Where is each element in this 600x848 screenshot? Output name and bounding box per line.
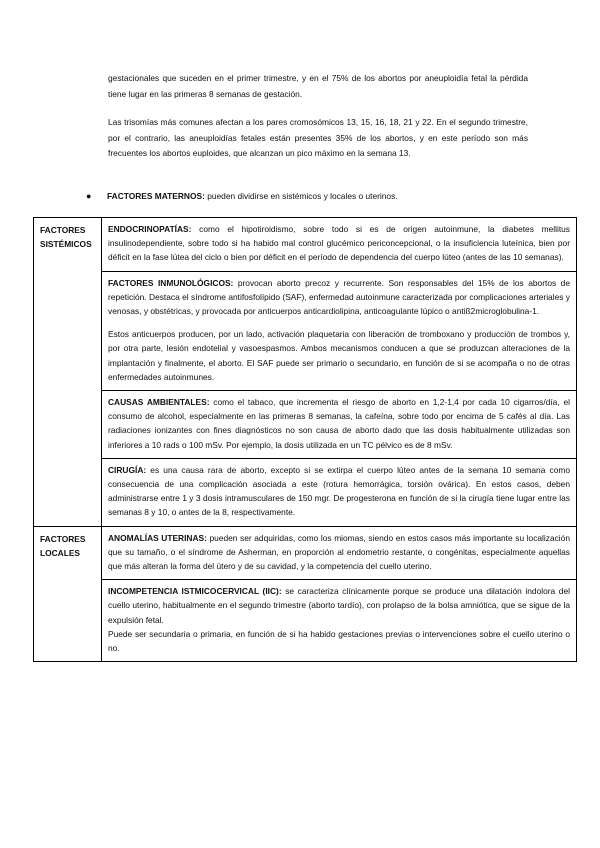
- cell-text: como el hipotiroidismo, sobre todo si es de origen autoinmune, la diabetes mellitus insulinodependiente, sobre todo si ha habido mal control glucémico periconcepcional, o la insuficiencia luteínica, bien por déficit en la fase lútea del ciclo o bien por déficit en el período de dependencia del cuerpo lúteo (antes de las 10 semanas).: [108, 224, 570, 263]
- table-row-incompetencia-istmicocervical: [34, 580, 577, 662]
- table-row-cirugia: [34, 458, 577, 526]
- cell-title: ANOMALÍAS UTERINAS:: [108, 532, 207, 543]
- cell-inmunologicos: [102, 271, 577, 390]
- table-row-ambientales: [34, 391, 577, 459]
- cell-title: CAUSAS AMBIENTALES:: [108, 397, 210, 408]
- intro-paragraph-1: gestacionales que suceden en el primer trimestre, y en el 75% de los abortos por aneuploidía fetal la pérdida tiene lugar en las primeras 8 semanas de gestación.: [108, 73, 528, 99]
- cell-paragraph-extra: Puede ser secundaria o primaria, en función de si ha habido gestaciones previas o intervenciones sobre el cuello uterino o no.: [108, 628, 570, 654]
- cell-paragraph-extra: Estos anticuerpos producen, por un lado, activación plaquetaria con liberación de tromboxano y producción de trombos y, por otra parte, lesión endotelial y vasoespasmos. Ambos mecanismos conducen a que se produzcan alteraciones de la implantación y finalmente, el aborto. El SAF puede ser primario o secundario, en función de si se acompaña o no de otras enfermedades autoinmunes.: [108, 329, 570, 382]
- cell-title: FACTORES INMUNOLÓGICOS:: [108, 277, 234, 288]
- cell-title: INCOMPETENCIA ISTMICOCERVICAL (IIC):: [108, 586, 282, 597]
- cell-text: provocan aborto precoz y recurrente. Son responsables del 15% de los abortos de repetición. Destaca el síndrome antifosfolípido (SAF), enfermedad autoinmune caracterizada por complicaciones arteriales y venosas, y obstétricas, y provocada por anticuerpos anticardiolipina, anticoagulante lúpico o antiß2microglobulina-1.: [108, 277, 570, 317]
- systemic-factors-header: FACTORES SISTÉMICOS: [34, 218, 102, 527]
- table-row-inmunologicos: [34, 271, 577, 390]
- cell-incompetencia-istmicocervical: [102, 580, 577, 662]
- cell-text: es una causa rara de aborto, excepto si se extirpa el cuerpo lúteo antes de la semana 10 semana como consecuencia de una complicación asociada a este (rotura hemorrágica, torsión ovárica). En estos casos, deben administrarse entre 1 y 3 dosis intramusculares de 150 mgr. De progesterona en función de si la cirugía tiene lugar entre las semanas 8 y 10, o antes de la 8, respectivamente.: [108, 464, 570, 518]
- cell-text: como el tabaco, que incrementa el riesgo de aborto en 1,2-1,4 por cada 10 cigarros/día, el consumo de alcohol, especialmente en las primeras 8 semanas, la cafeína, sobre todo por encima de 5 cafés al día. Las radiaciones ionizantes con fines diagnósticos no son causa de aborto dado que las dosis habitualmente utilizadas son inferiores a 10 rads o 100 mSv. Por ejemplo, la dosis utilizada en un TC pélvico es de 8 mSv.: [108, 397, 570, 450]
- cell-ambientales: [102, 391, 577, 459]
- cell-cirugia: [102, 458, 577, 526]
- table-row-endocrinopatias: [34, 218, 577, 272]
- local-factors-header: FACTORES LOCALES: [34, 526, 102, 662]
- cell-paragraph: [108, 395, 570, 452]
- cell-paragraph: [108, 584, 570, 627]
- cell-anomalias-uterinas: [102, 526, 577, 580]
- bullet-text: pueden dividirse en sistémicos y locales o uterinos.: [204, 191, 398, 201]
- bullet-label: FACTORES MATERNOS:: [107, 191, 205, 201]
- cell-text: se caracteriza clínicamente porque se produce una dilatación indolora del cuello uterino, habitualmente en el segundo trimestre (aborto tardío), con prolapso de la bolsa amniótica, que se sigue de la expulsión fetal.: [108, 586, 570, 625]
- intro-paragraph-2: Las trisomías más comunes afectan a los pares cromosómicos 13, 15, 16, 18, 21 y 22. En el segundo trimestre, por el contrario, las aneuploidías fetales están presentes 35% de los abortos, y en este período son más frecuentes los abortos euploides, que alcanzan un pico máximo en la semana 13.: [108, 117, 528, 159]
- cell-paragraph: [108, 463, 570, 520]
- factors-table: [33, 217, 577, 662]
- cell-paragraph: [108, 276, 570, 319]
- table-row-anomalias-uterinas: [34, 526, 577, 580]
- cell-text: pueden ser adquiridas, como los miomas, siendo en estos casos más importante su localización que su tamaño, o el síndrome de Asherman, en proporción al endometrio restante, o congénitas, especialmente aquellas que más alteran la forma del útero y de su cavidad, y la competencia del cuello uterino.: [108, 532, 570, 572]
- bullet-item-factores-maternos: [86, 189, 536, 203]
- cell-paragraph: [108, 222, 570, 265]
- cell-title: CIRUGÍA:: [108, 464, 147, 475]
- cell-endocrinopatias: [102, 218, 577, 272]
- cell-paragraph: [108, 531, 570, 574]
- cell-title: ENDOCRINOPATÍAS:: [108, 224, 192, 234]
- bullet-dot-icon: ●: [86, 191, 92, 201]
